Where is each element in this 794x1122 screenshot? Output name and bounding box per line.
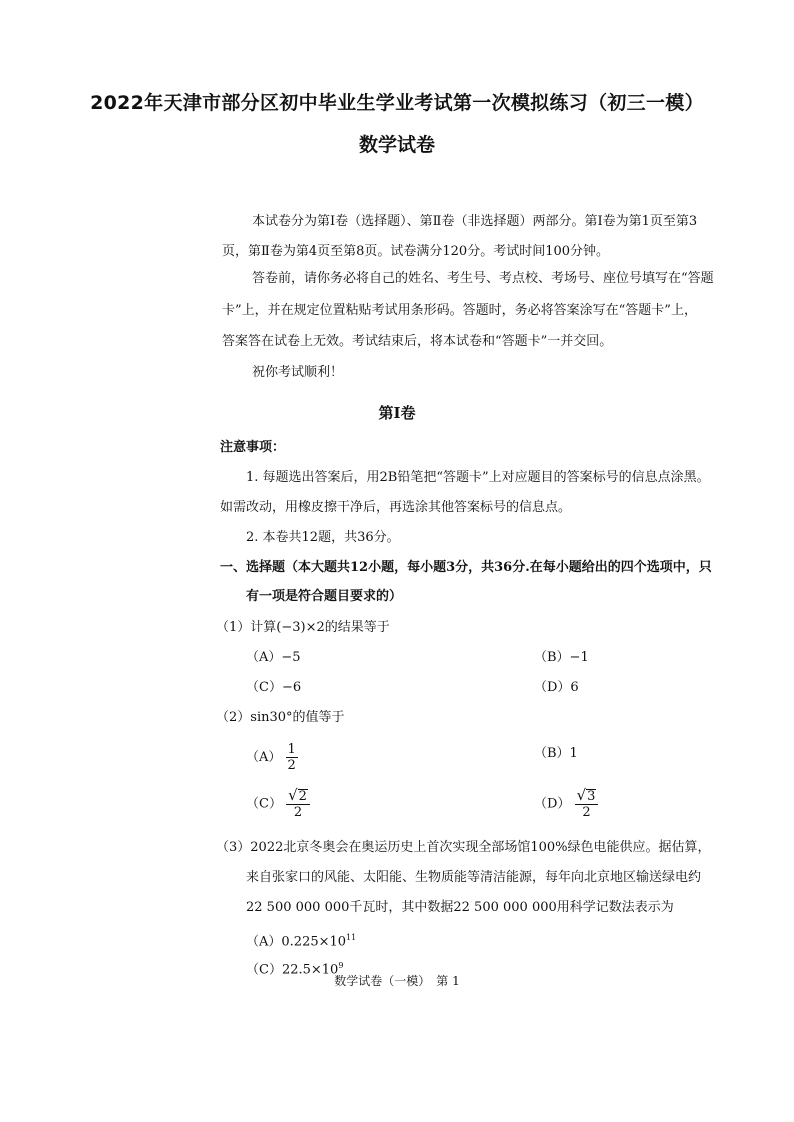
q3-line-1: （3）2022北京冬奥会在奥运历史上首次实现全部场馆100%绿色电能供应。据估算， (216, 840, 711, 855)
exam-subtitle: 数学试卷 (358, 134, 435, 156)
q2-stem: （2）sin30°的值等于 (216, 710, 345, 725)
section-title: 第Ⅰ卷 (378, 404, 416, 422)
q2-option-c-fraction (286, 788, 310, 820)
q2-option-d (534, 788, 598, 820)
notes-item-1-line-2: 如需改动，用橡皮擦干净后，再选涂其他答案标号的信息点。 (220, 500, 572, 515)
sqrt-symbol: √ 2 (288, 786, 307, 804)
q2-option-d-fraction (575, 788, 599, 820)
part1-instruction-line-1: 一、选择题（本大题共12小题，每小题3分，共36分.在每小题给出的四个选项中，只 (220, 560, 712, 575)
q1-stem: （1）计算(−3)×2的结果等于 (216, 620, 390, 635)
q1-option-c: （C）−6 (246, 680, 302, 695)
fraction-denominator: 2 (293, 805, 303, 820)
exam-title: 2022年天津市部分区初中毕业生学业考试第一次模拟练习（初三一模） (90, 92, 704, 114)
sqrt-symbol: √ 3 (576, 786, 596, 804)
q2-option-c-label: （C） (246, 796, 282, 812)
intro-line-2: 页，第Ⅱ卷为第4页至第8页。试卷满分120分。考试时间100分钟。 (222, 244, 610, 259)
q3-option-c-exponent: 9 (338, 961, 344, 970)
fraction-denominator: 2 (287, 758, 296, 773)
fraction-numerator: 1 (287, 742, 296, 757)
q2-option-b: （B）1 (534, 746, 578, 761)
fraction-numerator (575, 788, 599, 805)
intro-line-5: 答案答在试卷上无效。考试结束后，将本试卷和“答题卡”一并交回。 (222, 334, 613, 349)
q2-option-a (246, 742, 298, 773)
q3-line-2: 来自张家口的风能、太阳能、生物质能等清洁能源，每年向北京地区输送绿电约 (246, 870, 702, 885)
fraction-denominator: 2 (582, 805, 591, 820)
q2-option-c (246, 788, 310, 820)
fraction-numerator (286, 788, 310, 805)
q3-option-c-base: （C）22.5×10 (246, 962, 339, 978)
q3-line-3: 22 500 000 000千瓦时，其中数据22 500 000 000用科学记数法表示为 (246, 900, 674, 915)
notes-item-2: 2. 本卷共12题，共36分。 (246, 530, 400, 545)
q1-option-d: （D）6 (534, 680, 579, 695)
notes-heading: 注意事项： (220, 440, 286, 455)
q1-option-b: （B）−1 (534, 650, 589, 665)
part1-instruction-line-2: 有一项是符合题目要求的） (246, 589, 403, 604)
notes-item-1-line-1: 1. 每题选出答案后，用2B铅笔把“答题卡”上对应题目的答案标号的信息点涂黑。 (246, 470, 710, 485)
q2-option-d-label: （D） (534, 796, 571, 812)
page-footer: 数学试卷（一模） 第 1 (334, 974, 460, 988)
q1-option-a: （A）−5 (246, 650, 301, 665)
intro-line-4: 卡”上，并在规定位置粘贴考试用条形码。答题时，务必将答案涂写在“答题卡”上， (222, 303, 697, 318)
q2-option-a-fraction (286, 742, 298, 773)
q3-option-a-base: （A）0.225×10 (246, 934, 347, 950)
q2-option-a-label: （A） (246, 750, 282, 765)
intro-line-1: 本试卷分为第Ⅰ卷（选择题）、第Ⅱ卷（非选择题）两部分。第Ⅰ卷为第1页至第3 (252, 214, 698, 229)
q3-option-a (246, 930, 356, 950)
intro-line-6: 祝你考试顺利！ (252, 365, 344, 380)
intro-line-3: 答卷前，请你务必将自己的姓名、考生号、考点校、考场号、座位号填写在“答题 (252, 271, 714, 286)
q3-option-a-exponent: 11 (346, 933, 357, 942)
